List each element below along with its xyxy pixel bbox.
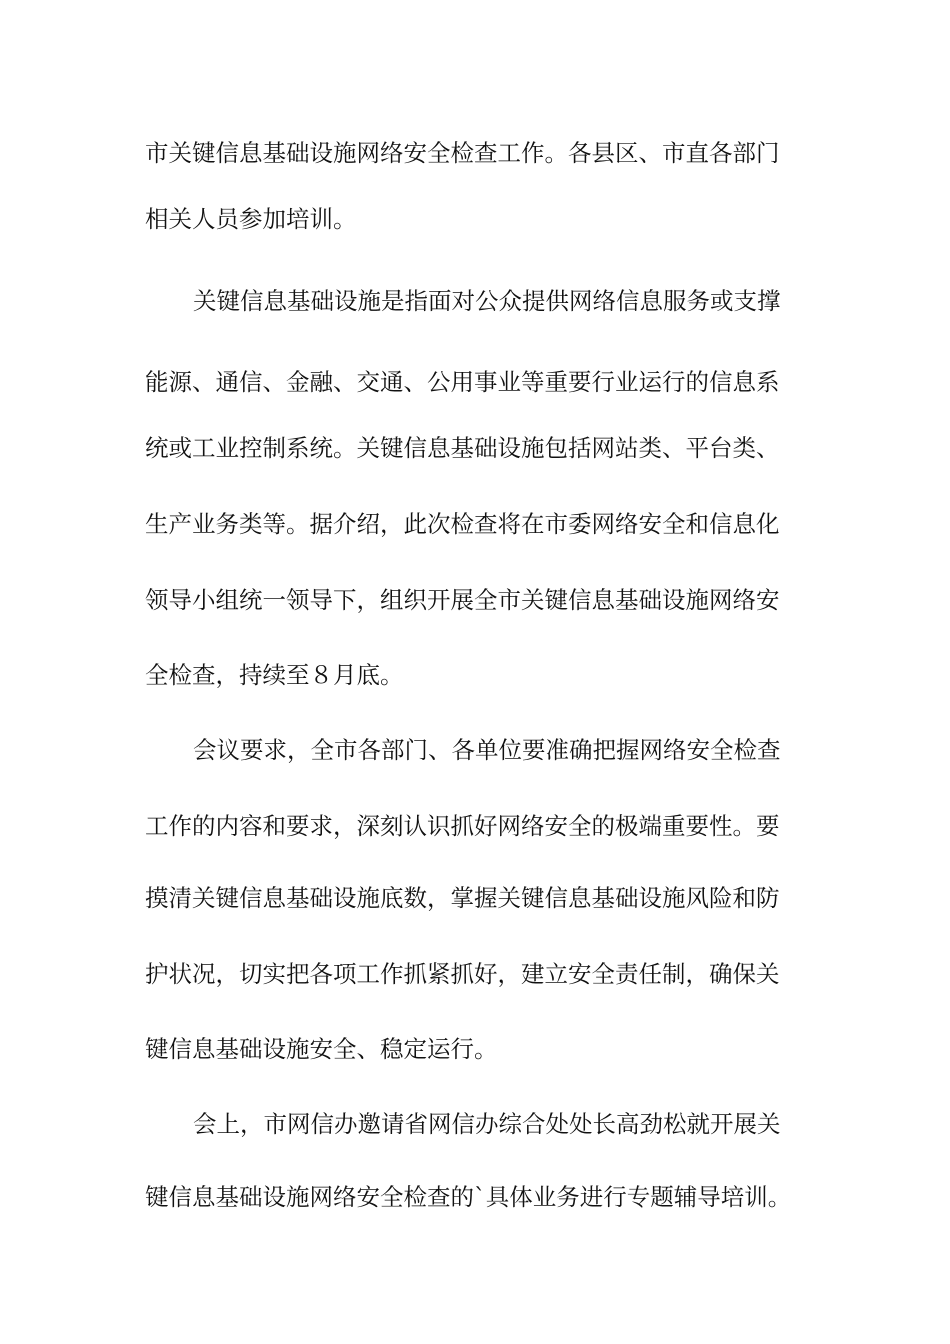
paragraph-4-line-2: 键信息基础设施网络安全检查的`具体业务进行专题辅导培训。 [145,1183,792,1211]
paragraph-4-line-1: 会上，市网信办邀请省网信办综合处处长高劲松就开展关 [193,1110,781,1138]
paragraph-3-line-2: 工作的内容和要求，深刻认识抓好网络安全的极端重要性。要 [145,812,780,840]
paragraph-2-line-4: 生产业务类等。据介绍，此次检查将在市委网络安全和信息化 [145,510,780,538]
paragraph-1-line-2: 相关人员参加培训。 [145,205,357,233]
paragraph-3-line-5: 键信息基础设施安全、稳定运行。 [145,1035,498,1063]
paragraph-3-line-4: 护状况，切实把各项工作抓紧抓好，建立安全责任制，确保关 [145,960,780,988]
paragraph-2-line-5: 领导小组统一领导下，组织开展全市关键信息基础设施网络安 [145,586,780,614]
paragraph-3-line-1: 会议要求，全市各部门、各单位要准确把握网络安全检查 [193,736,781,764]
paragraph-3-line-3: 摸清关键信息基础设施底数，掌握关键信息基础设施风险和防 [145,884,780,912]
paragraph-2-line-3: 统或工业控制系统。关键信息基础设施包括网站类、平台类、 [145,434,780,462]
paragraph-2-line-6: 全检查，持续至８月底。 [145,661,404,689]
paragraph-2-line-2: 能源、通信、金融、交通、公用事业等重要行业运行的信息系 [145,368,780,396]
paragraph-2-line-1: 关键信息基础设施是指面对公众提供网络信息服务或支撑 [193,287,781,315]
paragraph-1-line-1: 市关键信息基础设施网络安全检查工作。各县区、市直各部门 [145,139,780,167]
